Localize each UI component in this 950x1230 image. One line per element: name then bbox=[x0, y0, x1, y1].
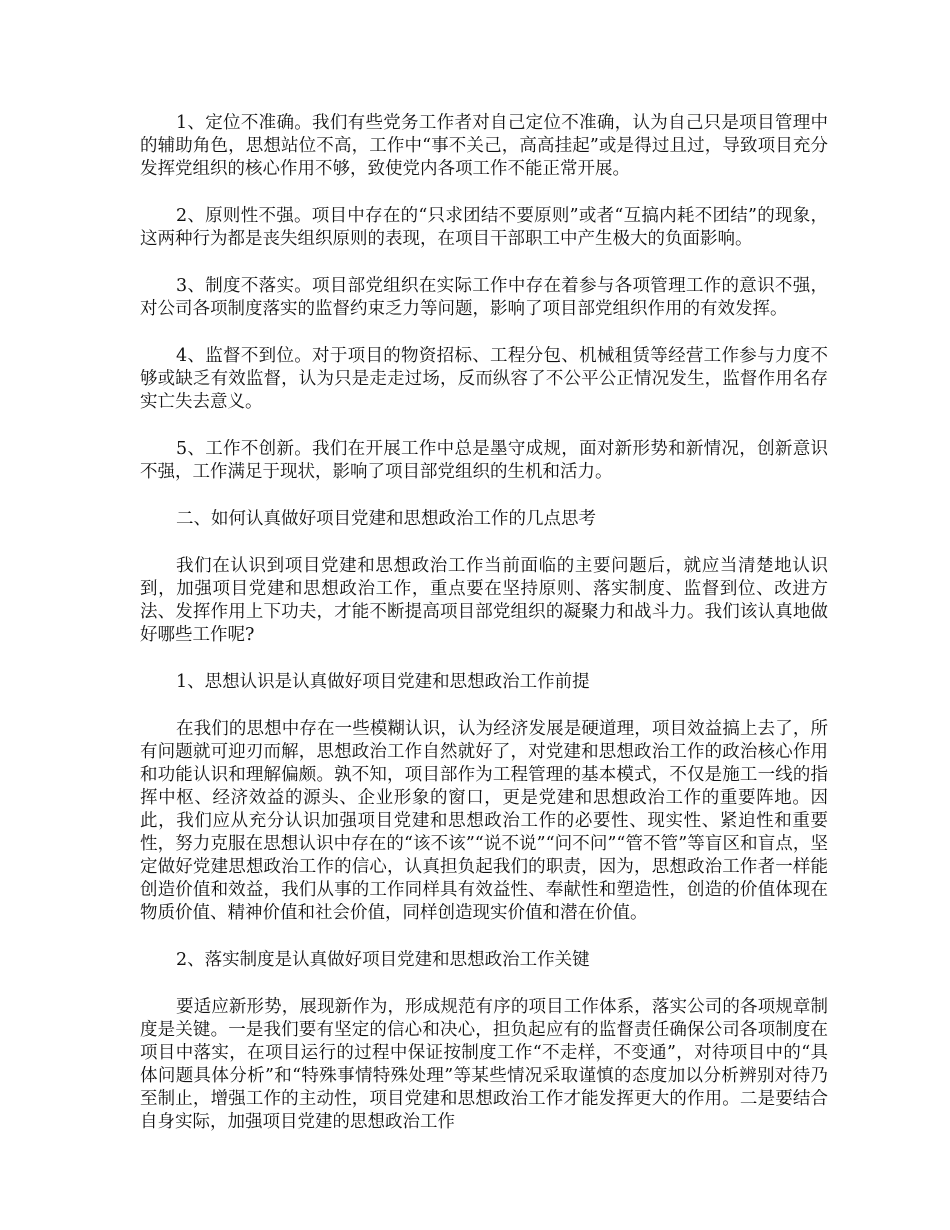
paragraph-innovation: 5、工作不创新。我们在开展工作中总是墨守成规，面对新形势和新情况，创新意识不强，工作满足于现状，影响了项目部党组织的生机和活力。 bbox=[140, 439, 828, 482]
paragraph-intro: 我们在认识到项目党建和思想政治工作当前面临的主要问题后，就应当清楚地认识到，加强项目党建和思想政治工作，重点要在坚持原则、落实制度、监督到位、改进方法、发挥作用上下功夫，才能不断提高项目部党组织的凝聚力和战斗力。我们该认真地做好哪些工作呢? bbox=[140, 556, 828, 645]
paragraph-system-detail: 要适应新形势，展现新作为，形成规范有序的项目工作体系，落实公司的各项规章制度是关键。一是我们要有坚定的信心和决心，担负起应有的监督责任确保公司各项制度在项目中落实，在项目运行的过程中保证按制度工作“不走样，不变通”，对待项目中的“具体问题具体分析”和“特殊事情特殊处理”等某些情况采取谨慎的态度加以分析辨别对待乃至制止，增强工作的主动性，项目党建和思想政治工作才能发挥更大的作用。二是要结合自身实际，加强项目党建的思想政治工作 bbox=[140, 997, 828, 1132]
subheading-ideological: 1、思想认识是认真做好项目党建和思想政治工作前提 bbox=[176, 672, 590, 692]
document-page bbox=[140, 112, 828, 1158]
paragraph-supervision: 4、监督不到位。对于项目的物资招标、工程分包、机械租赁等经营工作参与力度不够或缺乏有效监督，认为只是走走过场，反而纵容了不公平公正情况发生，监督作用名存实亡失去意义。 bbox=[140, 346, 828, 412]
paragraph-principle: 2、原则性不强。项目中存在的“只求团结不要原则”或者“互搞内耗不团结”的现象，这两种行为都是丧失组织原则的表现，在项目干部职工中产生极大的负面影响。 bbox=[140, 206, 828, 249]
paragraph-ideological: 在我们的思想中存在一些模糊认识，认为经济发展是硬道理，项目效益搞上去了，所有问题就可迎刃而解，思想政治工作自然就好了，对党建和思想政治工作的政治核心作用和功能认识和理解偏颇。孰不知，项目部作为工程管理的基本模式，不仅是施工一线的指挥中枢、经济效益的源头、企业形象的窗口，更是党建和思想政治工作的重要阵地。因此，我们应从充分认识加强项目党建和思想政治工作的必要性、现实性、紧迫性和重要性，努力克服在思想认识中存在的“该不该”“说不说”“问不问”“管不管”等盲区和盲点，坚定做好党建思想政治工作的信心，认真担负起我们的职责，因为，思想政治工作者一样能创造价值和效益，我们从事的工作同样具有效益性、奉献性和塑造性，创造的价值体现在物质价值、精神价值和社会价值，同样创造现实价值和潜在价值。 bbox=[140, 719, 828, 923]
section-heading: 二、如何认真做好项目党建和思想政治工作的几点思考 bbox=[176, 509, 596, 529]
subheading-system: 2、落实制度是认真做好项目党建和思想政治工作关键 bbox=[176, 950, 590, 970]
paragraph-system: 3、制度不落实。项目部党组织在实际工作中存在着参与各项管理工作的意识不强，对公司各项制度落实的监督约束乏力等问题，影响了项目部党组织作用的有效发挥。 bbox=[140, 276, 828, 319]
paragraph-positioning: 1、定位不准确。我们有些党务工作者对自己定位不准确，认为自己只是项目管理中的辅助角色，思想站位不高，工作中“事不关己，高高挂起”或是得过且过，导致项目充分发挥党组织的核心作用不够，致使党内各项工作不能正常开展。 bbox=[140, 113, 828, 179]
